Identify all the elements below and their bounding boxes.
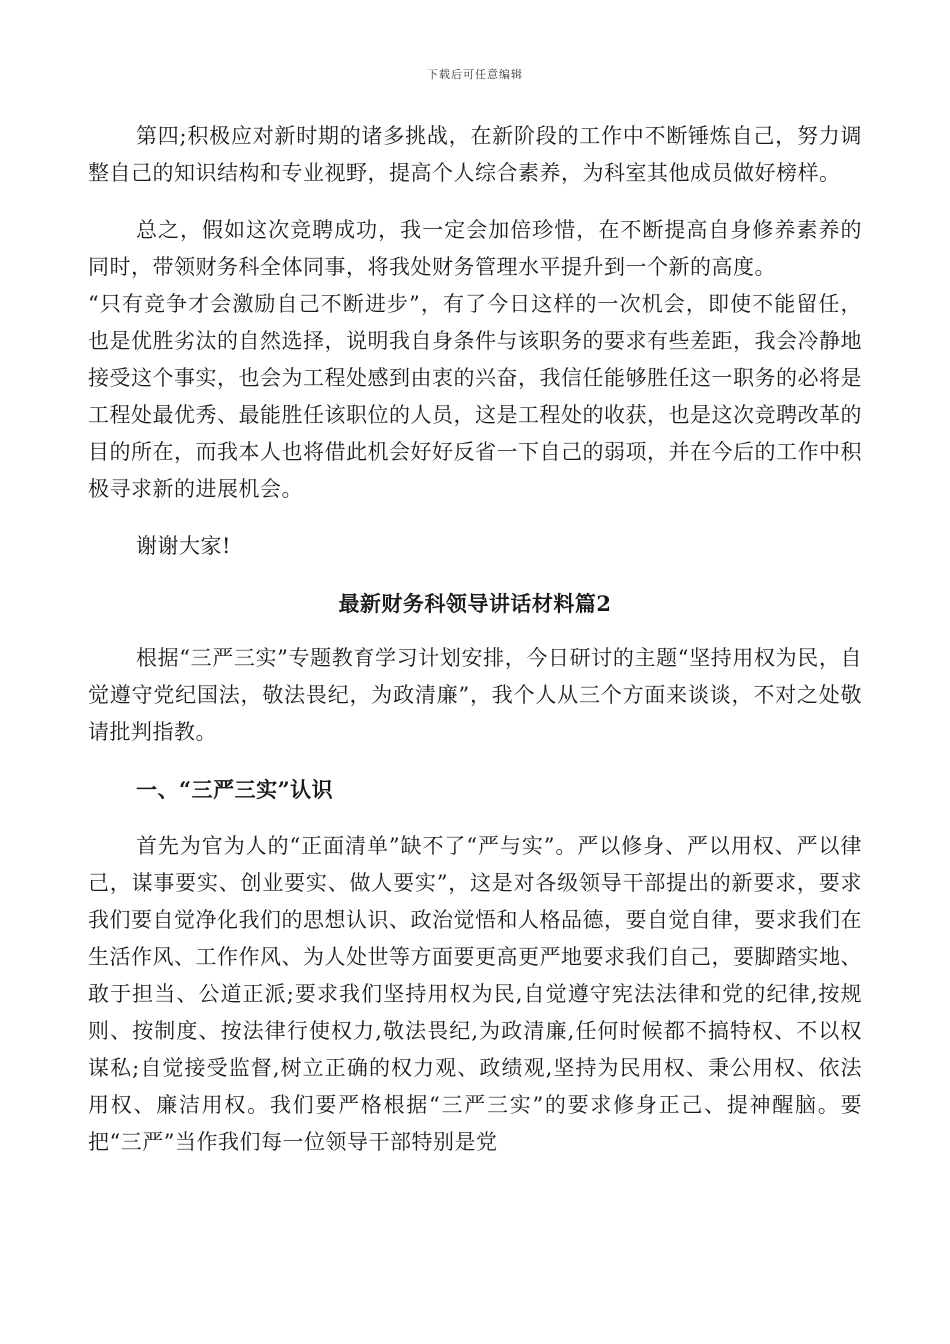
header-note: 下载后可任意编辑 xyxy=(427,68,523,81)
paragraph-three-stricts: 首先为官为人的“正面清单”缺不了“严与实”。严以修身、严以用权、严以律己，谋事要实、创业要实、做人要实”，这是对各级领导干部提出的新要求，要求我们要自觉净化我们的思想认识、政治觉悟和人格品德，要自觉自律，要求我们在生活作风、工作作风、为人处世等方面要更高更严地要求我们自己，要脚踏实地、敢于担当、公道正派;要求我们坚持用权为民,自觉遵守宪法法律和党的纪律,按规则、按制度、按法律行使权力,敬法畏纪,为政清廉,任何时候都不搞特权、不以权谋私;自觉接受监督,树立正确的权力观、政绩观,坚持为民用权、秉公用权、依法用权、廉洁用权。我们要严格根据“三严三实”的要求修身正己、提神醒脑。要把“三严”当作我们每一位领导干部特别是党 xyxy=(88,834,862,1154)
sub-heading: 一、“三严三实”认识 xyxy=(136,777,334,802)
section-title: 最新财务科领导讲话材料篇2 xyxy=(338,591,612,616)
paragraph-fourth-point: 第四;积极应对新时期的诸多挑战，在新阶段的工作中不断锤炼自己，努力调整自己的知识结构和专业视野，提高个人综合素养，为科室其他成员做好榜样。 xyxy=(88,124,862,185)
paragraph-conclusion: 总之，假如这次竞聘成功，我一定会加倍珍惜，在不断提高自身修养素养的同时，带领财务科全体同事，将我处财务管理水平提升到一个新的高度。 xyxy=(88,218,862,279)
document-body xyxy=(88,118,862,1181)
paragraph-competition-quote: “只有竞争才会激励自己不断进步”，有了今日这样的一次机会，即使不能留任，也是优胜劣汰的自然选择，说明我自身条件与该职务的要求有些差距，我会冷静地接受这个事实，也会为工程处感到由衷的兴奋，我信任能够胜任这一职务的必将是工程处最优秀、最能胜任该职位的人员，这是工程处的收获，也是这次竞聘改革的目的所在，而我本人也将借此机会好好反省一下自己的弱项，并在今后的工作中积极寻求新的进展机会。 xyxy=(88,292,862,501)
paragraph-introduction: 根据“三严三实”专题教育学习计划安排，今日研讨的主题“坚持用权为民，自觉遵守党纪国法，敬法畏纪，为政清廉”，我个人从三个方面来谈谈，不对之处敬请批判指教。 xyxy=(88,646,862,744)
paragraph-thanks: 谢谢大家! xyxy=(136,534,231,558)
